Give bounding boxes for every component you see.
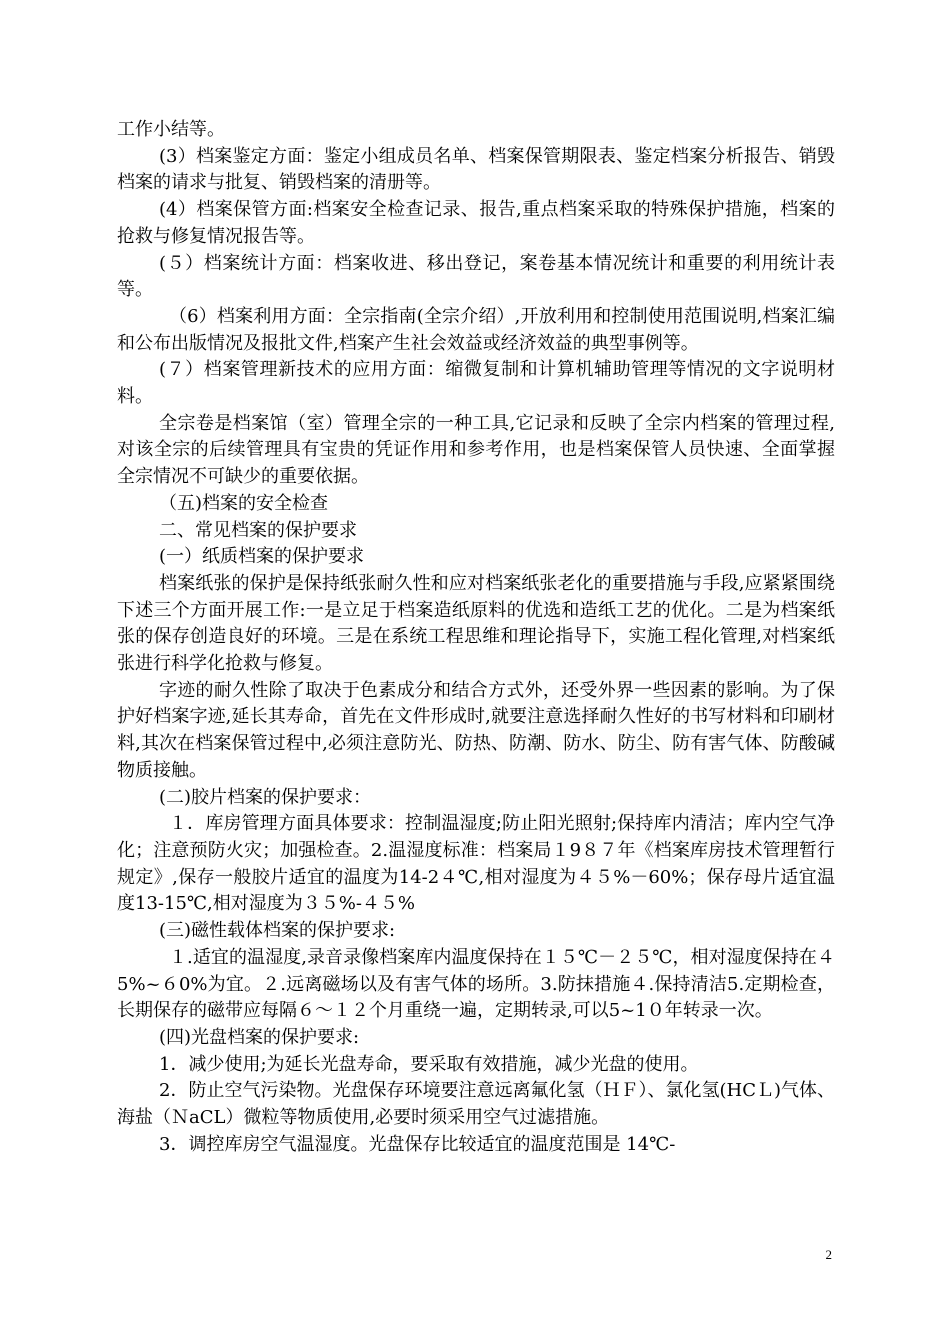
- paragraph: 字迹的耐久性除了取决于色素成分和结合方式外，还受外界一些因素的影响。为了保护好档案字迹,延长其寿命，首先在文件形成时,就要注意选择耐久性好的书写材料和印刷材料,其次在档案保管过程中,必须注意防光、防热、防潮、防水、防尘、防有害气体、防酸碱物质接触。: [117, 679, 835, 781]
- paragraph: 档案纸张的保护是保持纸张耐久性和应对档案纸张老化的重要措施与手段,应紧紧围绕下述三个方面开展工作:一是立足于档案造纸原料的优选和造纸工艺的优化。二是为档案纸张的保存创造良好的环境。三是在系统工程思维和理论指导下，实施工程化管理,对档案纸张进行科学化抢救与修复。: [117, 572, 835, 675]
- paragraph: (７）档案管理新技术的应用方面：缩微复制和计算机辅助管理等情况的文字说明材料。: [117, 359, 835, 408]
- paragraph: （五)档案的安全检查: [159, 492, 329, 514]
- page-number: 2: [825, 1247, 832, 1262]
- paragraph: 2．防止空气污染物。光盘保存环境要注意远离氟化氢（ＨＦ）、氯化氢(HCＬ)气体、海盐（ＮaCL）微粒等物质使用,必要时须采用空气过滤措施。: [117, 1080, 835, 1129]
- paragraph: １．库房管理方面具体要求：控制温湿度;防止阳光照射;保持库内清洁；库内空气净化；注意预防火灾；加强检查。2.温湿度标准：档案局１9８７年《档案库房技术管理暂行规定》,保存一般胶片适宜的温度为14-2４℃,相对湿度为４５%－60%；保存母片适宜温度13-15℃,相对湿度为３５%-４５%: [117, 813, 835, 915]
- paragraph: 全宗卷是档案馆（室）管理全宗的一种工具,它记录和反映了全宗内档案的管理过程,对该全宗的后续管理具有宝贵的凭证作用和参考作用，也是档案保管人员快速、全面掌握全宗情况不可缺少的重要依据。: [117, 412, 835, 488]
- paragraph: １.适宜的温湿度,录音录像档案库内温度保持在１５℃－２５℃，相对湿度保持在４5%~６0%为宜。２.远离磁场以及有害气体的场所。3.防抹措施４.保持清洁5.定期检查，长期保存的磁带应每隔６～１２个月重绕一遍，定期转录,可以5~1０年转录一次。: [117, 946, 835, 1022]
- paragraph: （6）档案利用方面：全宗指南(全宗介绍）,开放利用和控制使用范围说明,档案汇编和公布出版情况及报批文件,档案产生社会效益或经济效益的典型事例等。: [117, 305, 835, 354]
- paragraph: (５）档案统计方面：档案收进、移出登记，案卷基本情况统计和重要的利用统计表等。: [117, 252, 835, 301]
- paragraph: (三)磁性载体档案的保护要求:: [159, 920, 396, 942]
- paragraph: (4）档案保管方面:档案安全检查记录、报告,重点档案采取的特殊保护措施，档案的抢救与修复情况报告等。: [117, 199, 835, 247]
- paragraph: (3）档案鉴定方面：鉴定小组成员名单、档案保管期限表、鉴定档案分析报告、销毁档案的请求与批复、销毁档案的清册等。: [117, 145, 835, 194]
- paragraph: 1．减少使用;为延长光盘寿命，要采取有效措施，减少光盘的使用。: [159, 1053, 699, 1075]
- paragraph: 3．调控库房空气温湿度。光盘保存比较适宜的温度范围是 14℃-: [159, 1133, 676, 1155]
- document-body: [117, 117, 835, 1158]
- paragraph: (一）纸质档案的保护要求: [159, 546, 365, 568]
- paragraph: (四)光盘档案的保护要求:: [159, 1026, 360, 1048]
- paragraph: 工作小结等。: [117, 119, 225, 140]
- paragraph: (二)胶片档案的保护要求：: [159, 786, 372, 808]
- paragraph: 二、常见档案的保护要求: [159, 519, 357, 541]
